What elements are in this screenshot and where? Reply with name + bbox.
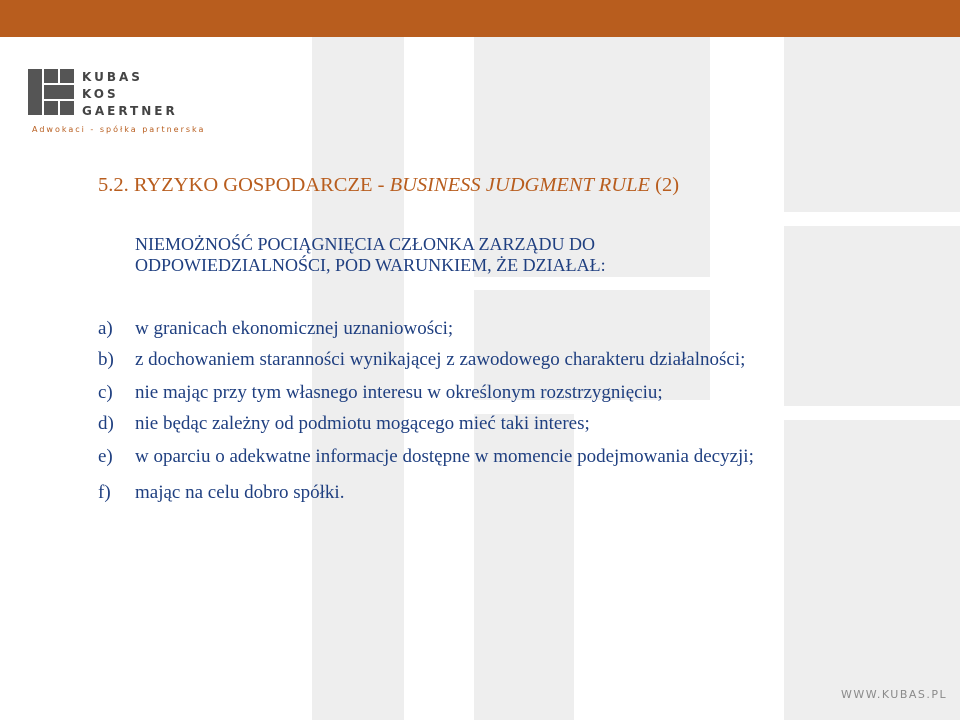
list-item <box>98 479 904 507</box>
title-suffix: (2) <box>650 174 680 196</box>
subtitle-line-2: ODPOWIEDZIALNOŚCI, POD WARUNKIEM, ŻE DZIAŁAŁ: <box>135 255 606 275</box>
list-marker: e) <box>98 446 113 467</box>
list-marker: d) <box>98 413 114 434</box>
logo-line-gaertner: GAERTNER <box>82 104 178 118</box>
top-accent-bar <box>0 0 960 37</box>
list-item <box>98 346 904 374</box>
list-item <box>98 410 904 438</box>
slide-subtitle <box>135 234 606 276</box>
slide-title <box>98 174 679 197</box>
company-logo <box>28 69 206 139</box>
list-item-text: w oparciu o adekwatne informacje dostępne w momencie podejmowania decyzji; <box>135 446 754 467</box>
logo-line-kubas: KUBAS <box>82 70 143 84</box>
list-marker: c) <box>98 382 113 403</box>
title-prefix: 5.2. RYZYKO GOSPODARCZE - <box>98 174 390 196</box>
background-block <box>784 37 960 212</box>
conditions-list <box>98 315 904 507</box>
list-item-text: z dochowaniem staranności wynikającej z zawodowego charakteru działalności; <box>135 349 746 370</box>
logo-wordmark <box>82 69 178 120</box>
list-marker: f) <box>98 482 111 503</box>
logo-mark-icon <box>28 69 74 115</box>
list-item-text: nie mając przy tym własnego interesu w określonym rozstrzygnięciu; <box>135 382 663 403</box>
list-marker: a) <box>98 318 113 339</box>
list-item-text: w granicach ekonomicznej uznaniowości; <box>135 318 454 339</box>
list-marker: b) <box>98 349 114 370</box>
list-item <box>98 315 904 343</box>
subtitle-line-1: NIEMOŻNOŚĆ POCIĄGNIĘCIA CZŁONKA ZARZĄDU DO <box>135 234 595 254</box>
footer-website-url[interactable]: WWW.KUBAS.PL <box>841 688 948 701</box>
list-item <box>98 443 904 471</box>
title-italic: BUSINESS JUDGMENT RULE <box>389 174 650 196</box>
logo-line-kos: KOS <box>82 87 119 101</box>
list-item-text: nie będąc zależny od podmiotu mogącego mieć taki interes; <box>135 413 590 434</box>
logo-tagline: Adwokaci - spółka partnerska <box>32 125 206 134</box>
list-item <box>98 379 904 407</box>
list-item-text: mając na celu dobro spółki. <box>135 482 345 503</box>
